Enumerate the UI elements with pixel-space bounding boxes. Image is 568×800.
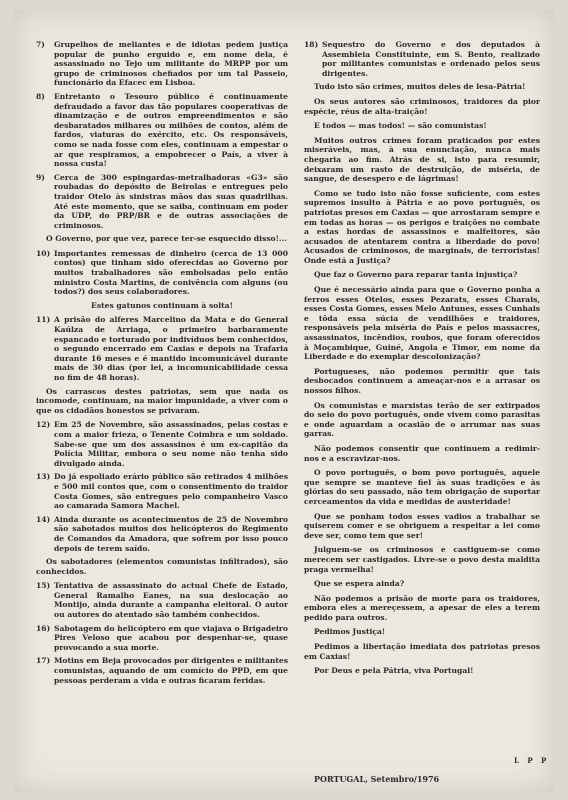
numbered-item xyxy=(36,173,288,231)
paragraph: O Governo, por que vez, parece ter-se esquecido disso!... xyxy=(46,234,287,244)
numbered-item xyxy=(304,40,540,78)
item-text: Sabotagem do helicóptero em que viajava o Brigadeiro Pires Veloso que acabou por despenhar-se, quase provocando a sua morte. xyxy=(54,623,288,652)
item-number: 12) xyxy=(36,420,51,430)
item-text: Entretanto o Tesouro público é continuamente defraudado a favor das tão populares cooperativas de dinamização e de outros empreendimentos e são desbaratados milhares ou milhões de contos, além de fardos, viaturas do exército, etc. Os responsáveis, como se nada fosse com eles, continuam a empestar o ar que respiramos, a empobrecer o País, a viver à nossa custa! xyxy=(54,91,288,169)
paragraph: Tudo isto são crimes, muitos deles de lesa-Pátria! xyxy=(314,82,526,92)
numbered-item xyxy=(36,624,288,653)
paragraph: Os seus autores são criminosos, traidores da pior espécie, réus de alta-traição! xyxy=(304,96,540,116)
item-text: A prisão do alferes Marcelino da Mata e do General Kaúlza de Arriaga, o primeiro barbaramente espancado e torturado por indivíduos bem conhecidos, o segundo encerrado em Caxias e depois na Trafaria durante 16 meses e é mantido incomunicável durante mais de 30 dias (por lei, a incomunicabilidade cessa no fim de 48 horas). xyxy=(54,315,288,382)
document-footer-date: PORTUGAL, Setembro/1976 xyxy=(314,774,440,784)
paragraph: O povo português, o bom povo português, aquele que sempre se manteve fiel às suas tradições e às glórias do seu passado, não tem obrigação de suportar cerceamentos da vida e medidas de austeridade! xyxy=(304,468,540,506)
item-number: 10) xyxy=(36,248,51,258)
item-number: 14) xyxy=(36,514,51,524)
paragraph: Que faz o Governo para reparar tanta injustiça? xyxy=(314,270,518,280)
paragraph: Como se tudo isto não fosse suficiente, com estes supremos insulto à Pátria e ao povo português, os patriotas presos em Caxias — que arrostaram sempre e em todas as horas — os perigos e traições no combate a estas hordas de assassinos e malfeitores, são acusados de atentarem contra a liberdade do povo! Acusados de criminosos, de marginais, de terroristas! Onde está a Justiça? xyxy=(304,188,540,265)
item-number: 15) xyxy=(36,581,51,591)
numbered-item xyxy=(36,515,288,553)
paragraph: Pedimos Justiça! xyxy=(314,627,386,637)
item-text: Do já espoliado erário público são retirados 4 milhões e 500 mil contos que, com o consentimento do traidor Costa Gomes, são entregues pelo companheiro Vasco ao camarada Samora Machel. xyxy=(54,472,288,511)
item-text: Grupelhos de meliantes e de idiotas pedem justiça popular de punho erguido e, em nome dela, é assassinado no Tejo um militante do MRPP por um grupo de criminosos chefiados por um tal Passeio, funcionário da Efacec em Lisboa. xyxy=(54,40,288,88)
paragraph: Os comunistas e marxistas terão de ser extirpados do seio do povo português, onde vivem como parasitas e onde aguardam a ocasião de o arrumar nas suas garras. xyxy=(304,400,540,439)
paragraph: Portugueses, não podemos permitir que tais desbocados continuem a ameaçar-nos e a arrasar os nossos filhos. xyxy=(304,366,540,395)
item-number: 16) xyxy=(36,623,51,633)
item-text: Ainda durante os acontecimentos de 25 de Novembro são sabotados muitos dos helicópteros do Regimento de Comandos da Amadora, que sofrem por isso pouco depois de terem saído. xyxy=(54,514,288,553)
paragraph: Muitos outros crimes foram praticados por estes miseráveis, mas, à sua enunciação, nunca mais chegaria ao fim. Atrás de si, isto para resumir, deixaram um rasto de destruição, de miséria, de sangue, de desespero e de lágrimas! xyxy=(304,135,540,184)
item-number: 9) xyxy=(36,172,45,182)
numbered-item xyxy=(36,581,288,619)
item-text: Em 25 de Novembro, são assassinados, pelas costas e com a maior frieza, o Tenente Coimbra e um soldado. Sabe-se que um dos assassinos é um ex-capitão da Polícia Militar, embora o seu nome não tenha sido divulgado ainda. xyxy=(54,420,288,468)
item-number: 8) xyxy=(36,91,45,101)
numbered-item xyxy=(36,315,288,382)
paragraph: E todos — mas todos! — são comunistas! xyxy=(314,121,487,131)
right-column xyxy=(304,40,540,681)
paragraph: Estes gatunos continuam à solta! xyxy=(91,300,233,310)
paragraph: Pedimos a libertação imediata dos patriotas presos em Caxias! xyxy=(304,642,540,661)
item-text: Tentativa de assassinato do actual Chefe de Estado, General Ramalho Eanes, na sua deslocação ao Montijo, ainda durante a campanha eleitoral. O autor ou autores do atentado são também conhecidos. xyxy=(54,581,288,620)
numbered-item xyxy=(36,472,288,510)
left-column xyxy=(36,40,288,689)
item-number: 13) xyxy=(36,472,51,482)
numbered-item xyxy=(36,420,288,468)
item-text: Cerca de 300 espingardas-metralhadoras «G3» são roubadas do depósito de Beirolas e entregues pelo traidor Otelo às sinistras mãos das suas quadrilhas. Até este momento, que se saiba, continuam em poder da UDP, do PRP/BR e de outras associações de criminosos. xyxy=(54,172,288,230)
item-text: Motins em Beja provocados por dirigentes e militantes comunistas, aquando de um comício do PPD, em que pessoas perderam a vida e outras ficaram feridas. xyxy=(54,656,288,685)
paragraph: Os carrascos destes patriotas, sem que nada os incomode, continuam, na maior impunidade, a viver com o que os cidadãos honestos se privaram. xyxy=(36,386,288,415)
numbered-item xyxy=(36,40,288,88)
paragraph: Não podemos a prisão de morte para os traidores, embora eles a mereçessem, a apesar de eles a terem pedido para outros. xyxy=(304,593,540,622)
signature: L P P xyxy=(514,756,550,765)
item-text: Importantes remessas de dinheiro (cerca de 13 000 contos) que tinham sido oferecidas ao Governo por muitos trabalhadores são embolsadas pelo então ministro Costa Martins, de conivência com alguns (ou todos?) dos seus colaboradores. xyxy=(54,248,288,297)
paragraph: Julguem-se os criminosos e castiguem-se como merecem ser castigados. Livre-se o povo desta maldita praga vermelha! xyxy=(304,545,540,574)
paragraph: Os sabotadores (elementos comunistas infiltrados), são conhecidos. xyxy=(36,557,288,576)
paragraph: Que se ponham todos esses vadios a trabalhar se quiserem comer e se obriguem a respeitar a lei como deve ser, como tem que ser! xyxy=(304,511,540,540)
item-number: 17) xyxy=(36,656,51,666)
paragraph: Que é necessário ainda para que o Governo ponha a ferros esses Otelos, esses Pezarats, esses Charais, esses Costa Gomes, esses Melo Antunes, esses Cunhais e tôda essa súcia de vendilhões e traidores, responsáveis pela miséria do País e pelos massacres, assassinatos, incêndios, roubos, que foram oferecidos à Moçambique, Guiné, Angola e Timor, em nome da Liberdade e do exemplar descolonização? xyxy=(304,285,540,362)
document-page xyxy=(14,10,554,792)
paragraph: Não podemos consentir que continuem a redimir-nos e a escravizar-nos. xyxy=(304,443,540,463)
paragraph: Por Deus e pela Pátria, viva Portugal! xyxy=(314,666,474,676)
numbered-item xyxy=(36,656,288,685)
item-text: Sequestro do Governo e dos deputados à Assembleia Constituinte, em S. Bento, realizado por militantes comunistas e ordenado pelos seus dirigentes. xyxy=(322,40,540,78)
numbered-item xyxy=(36,92,288,169)
item-number: 7) xyxy=(36,40,45,49)
numbered-item xyxy=(36,249,288,297)
paragraph: Que se espera ainda? xyxy=(314,579,405,589)
item-number: 18) xyxy=(304,40,319,49)
item-number: 11) xyxy=(36,315,51,325)
